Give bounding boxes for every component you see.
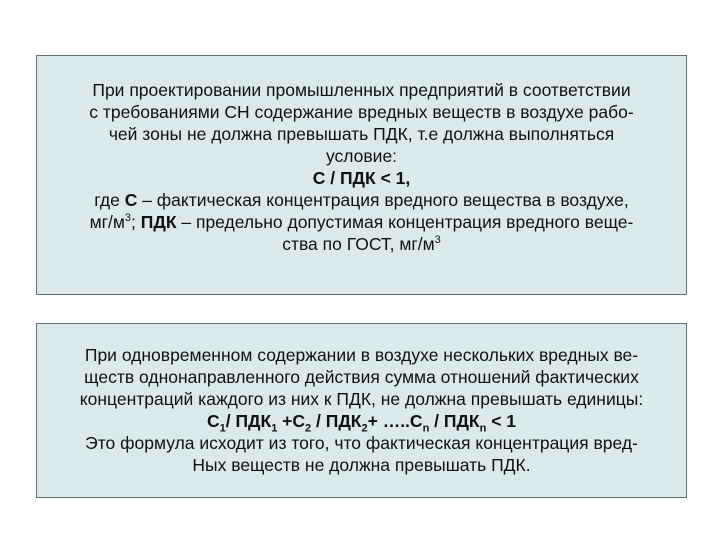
gost-text: ства по ГОСТ, мг/м [282,234,435,254]
separator: ; [131,212,141,232]
box1-line-1: При проектировании промышленных предприятий в соответствии [92,80,631,100]
formula-pdk2: / ПДК [311,411,362,431]
gost-unit-exponent: 3 [434,234,441,247]
box2-line-1: При одновременном содержании в воздухе нескольких вредных ве- [84,345,639,365]
box2-line-3: концентраций каждого из них к ПДК, не должна превышать единицы: [79,389,644,409]
requirement-text-box [36,55,687,295]
box2-line-2: ществ однонаправленного действия сумма отношений фактических [84,367,639,387]
formula-sub-5: n [422,422,430,435]
box1-line-3: чей зоны не должна превышать ПДК, т.е должна выполняться [108,124,615,144]
box1-line-7 [37,211,686,233]
box1-line-6 [37,189,686,211]
summation-formula [37,410,686,435]
formula-sub-3: 2 [305,422,312,435]
formula-c1: С [206,411,220,431]
c-symbol: С [124,190,138,210]
summation-text-box [36,323,687,498]
c-definition: – фактическая концентрация вредного вещества в воздухе, [137,190,629,210]
unit-text: мг/м [89,212,125,232]
pdk-symbol: ПДК [140,212,177,232]
formula-sub-1: 1 [219,422,226,435]
pdk-definition: – предельно допустимая концентрация вредного веще- [176,212,634,232]
formula-c2: +С [277,411,306,431]
formula-pdkn: / ПДК [429,411,480,431]
box1-line-4: условие: [325,146,398,166]
formula-sub-6: n [479,422,487,435]
formula-sub-2: 1 [271,422,278,435]
unit-exponent: 3 [124,212,132,225]
condition-formula: С / ПДК < 1, [312,168,411,188]
formula-sub-4: 2 [361,422,368,435]
where-prefix: где [94,190,125,210]
box1-line-8 [37,233,686,255]
formula-pdk1: / ПДК [225,411,272,431]
formula-cn: + …..С [367,411,423,431]
formula-end: < 1 [486,411,517,431]
box2-line-6: Ных веществ не должна превышать ПДК. [192,455,531,475]
box1-line-2: с требованиями СН содержание вредных веществ в воздухе рабо- [89,102,634,122]
box2-line-5: Это формула исходит из того, что фактическая концентрация вред- [85,433,638,453]
